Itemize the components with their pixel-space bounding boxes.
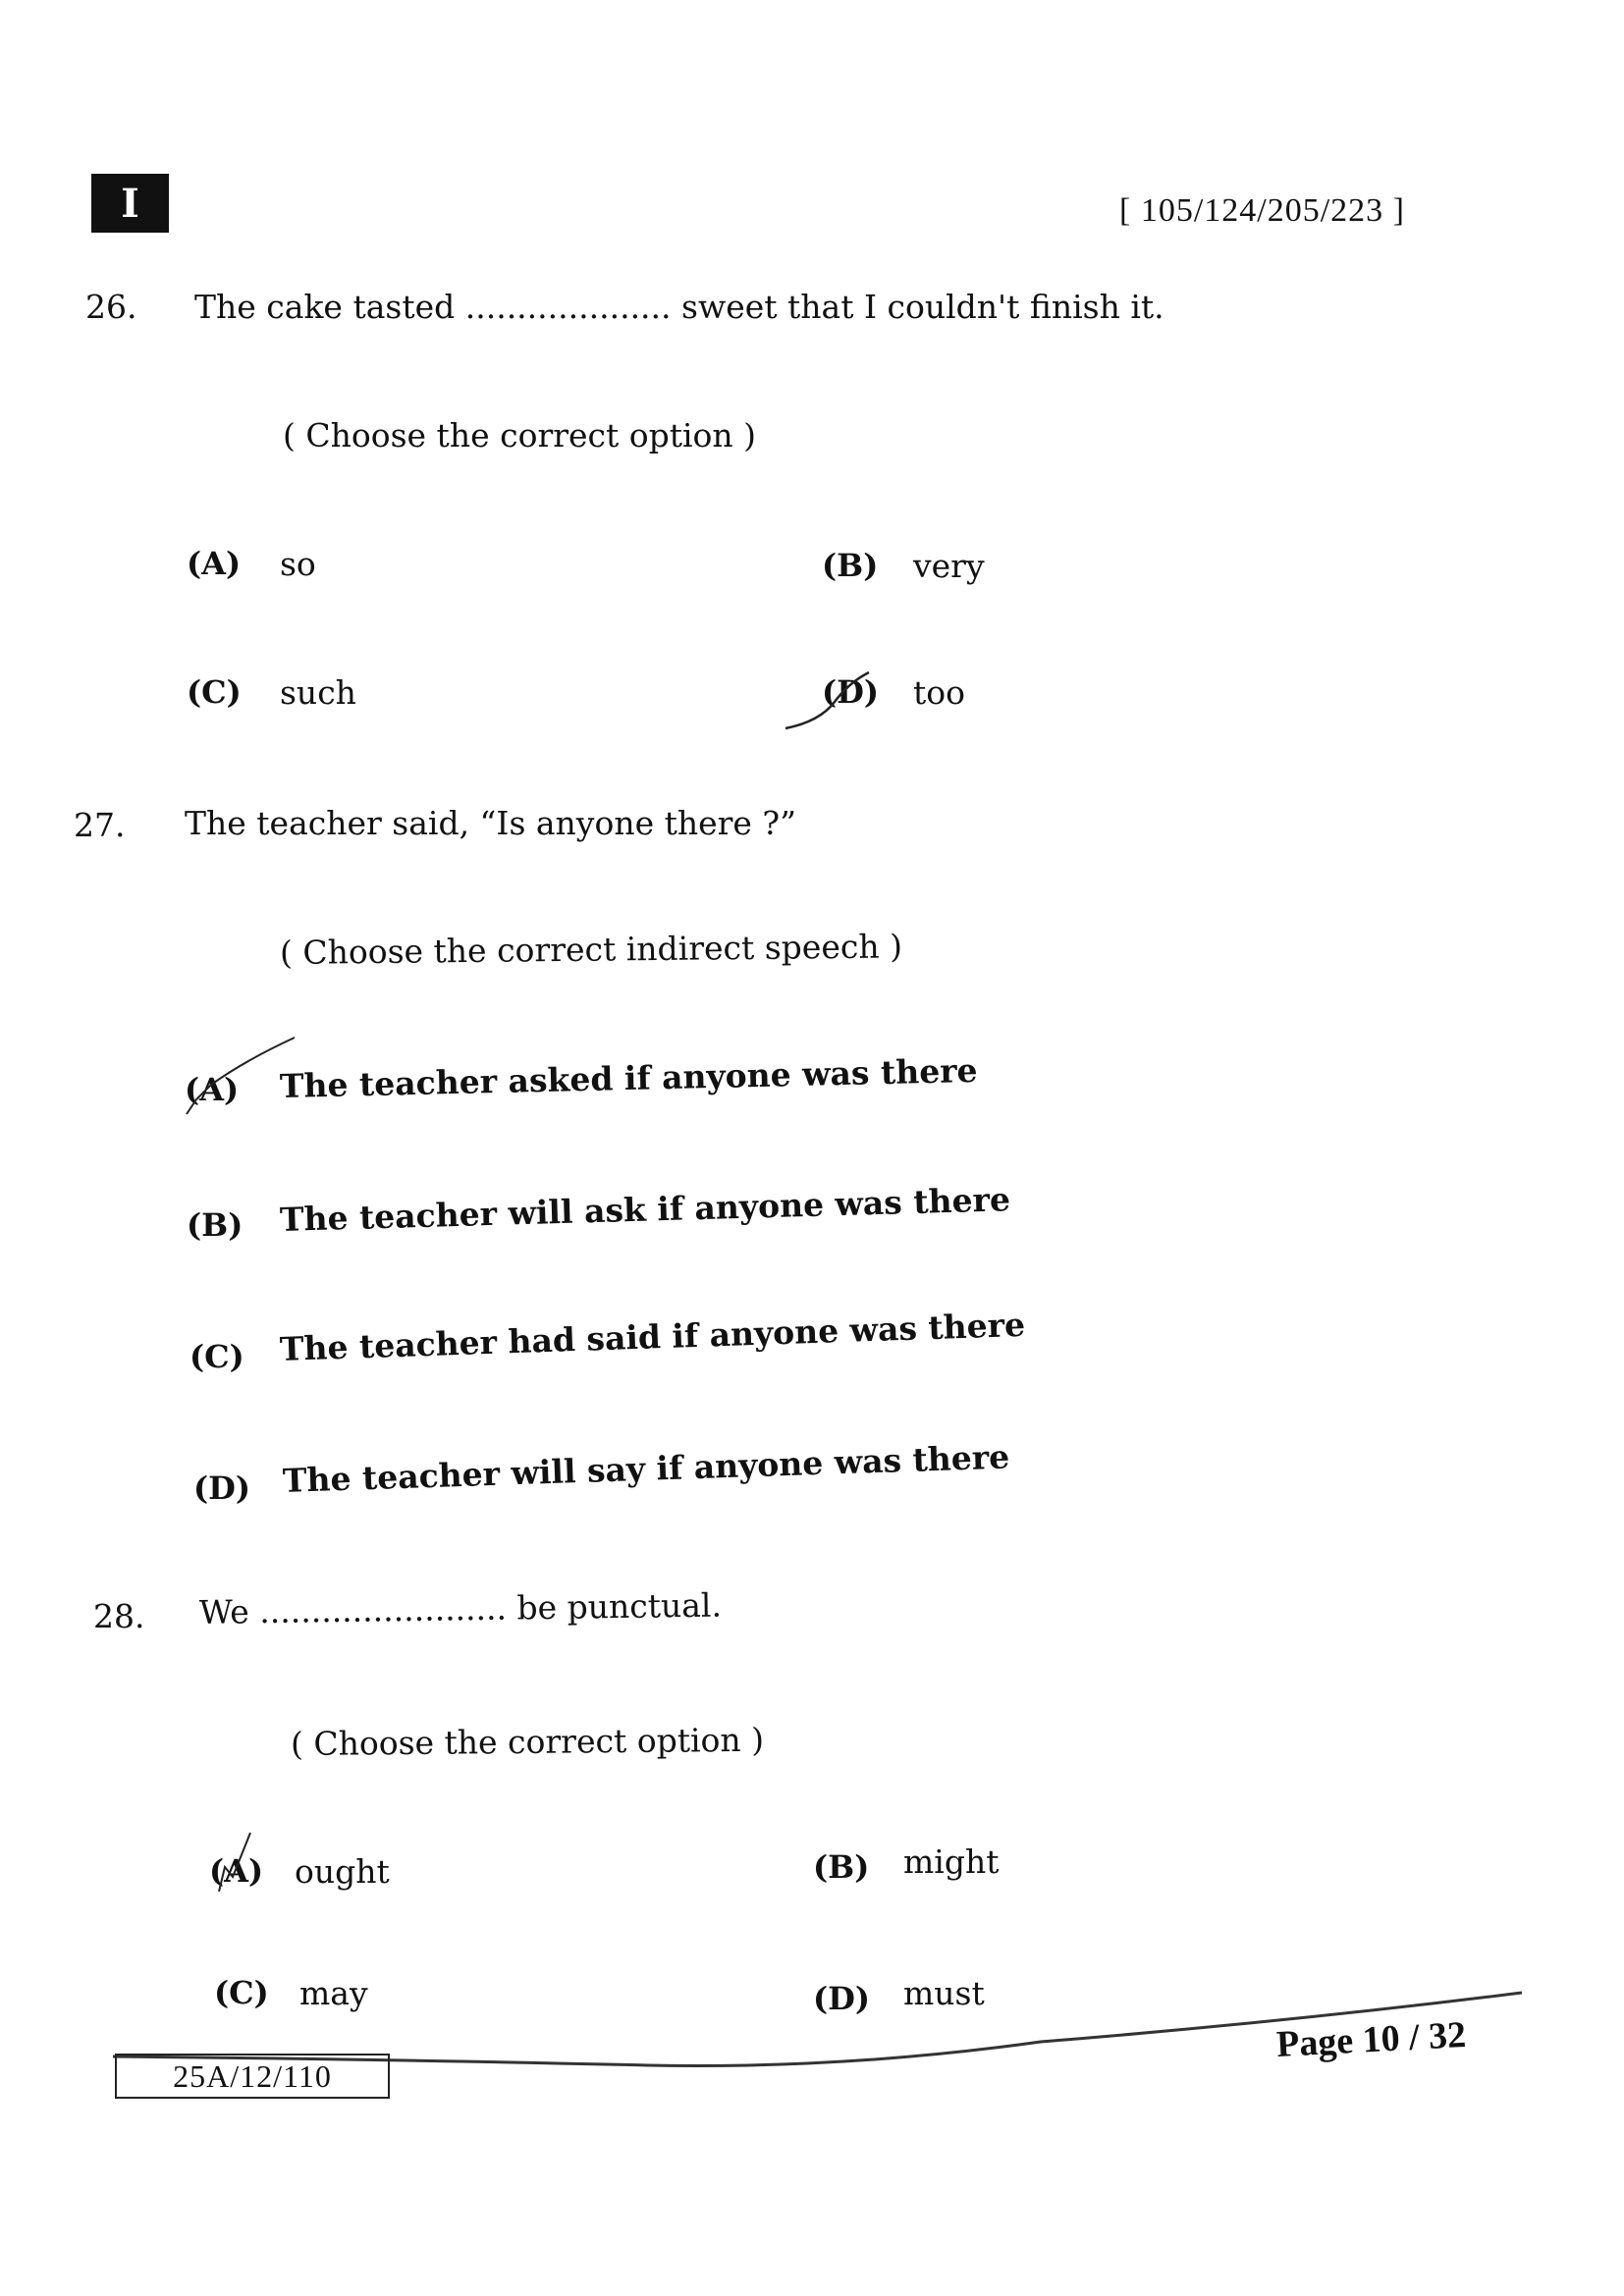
question-instruction: ( Choose the correct option ) — [290, 1720, 765, 1763]
option-text: might — [903, 1842, 1000, 1881]
option-text: The teacher will ask if anyone was there — [279, 1180, 1011, 1239]
page-number: Page 10 / 32 — [1275, 2013, 1468, 2066]
set-badge: I — [91, 174, 169, 233]
option-label: (B) — [822, 547, 879, 584]
question-text: The cake tasted .................... sweet that I couldn't finish it. — [194, 288, 1164, 326]
question-text: The teacher said, “Is anyone there ?” — [185, 804, 796, 842]
option-label: (C) — [214, 1974, 269, 2011]
paper-codes: [ 105/124/205/223 ] — [1119, 192, 1405, 229]
option-label: (A) — [187, 545, 242, 582]
question-text: We ........................ be punctual. — [198, 1585, 723, 1631]
option-label: (C) — [187, 673, 242, 711]
option-text: The teacher will say if anyone was there — [282, 1437, 1010, 1500]
option-text: must — [903, 1974, 985, 2012]
option-label: (B) — [813, 1848, 870, 1886]
option-text: such — [280, 673, 356, 712]
option-text: may — [299, 1974, 368, 2012]
option-label: (B) — [187, 1206, 244, 1244]
option-text: too — [913, 673, 965, 712]
option-label: (A) — [209, 1852, 264, 1890]
option-label: (D) — [193, 1469, 251, 1507]
question-instruction: ( Choose the correct indirect speech ) — [279, 927, 903, 972]
option-text: so — [280, 545, 316, 583]
option-label: (C) — [189, 1338, 244, 1375]
booklet-code: 25A/12/110 — [115, 2054, 390, 2099]
option-text: The teacher asked if anyone was there — [279, 1050, 978, 1105]
option-label: (D) — [822, 673, 880, 711]
question-number: 27. — [74, 806, 126, 844]
option-text: very — [913, 547, 985, 585]
option-label: (D) — [813, 1980, 871, 2017]
option-label: (A) — [185, 1071, 240, 1108]
question-instruction: ( Choose the correct option ) — [283, 416, 757, 454]
question-number: 28. — [93, 1597, 145, 1635]
option-text: The teacher had said if anyone was there — [279, 1305, 1026, 1368]
option-text: ought — [295, 1852, 390, 1891]
question-number: 26. — [85, 288, 137, 326]
